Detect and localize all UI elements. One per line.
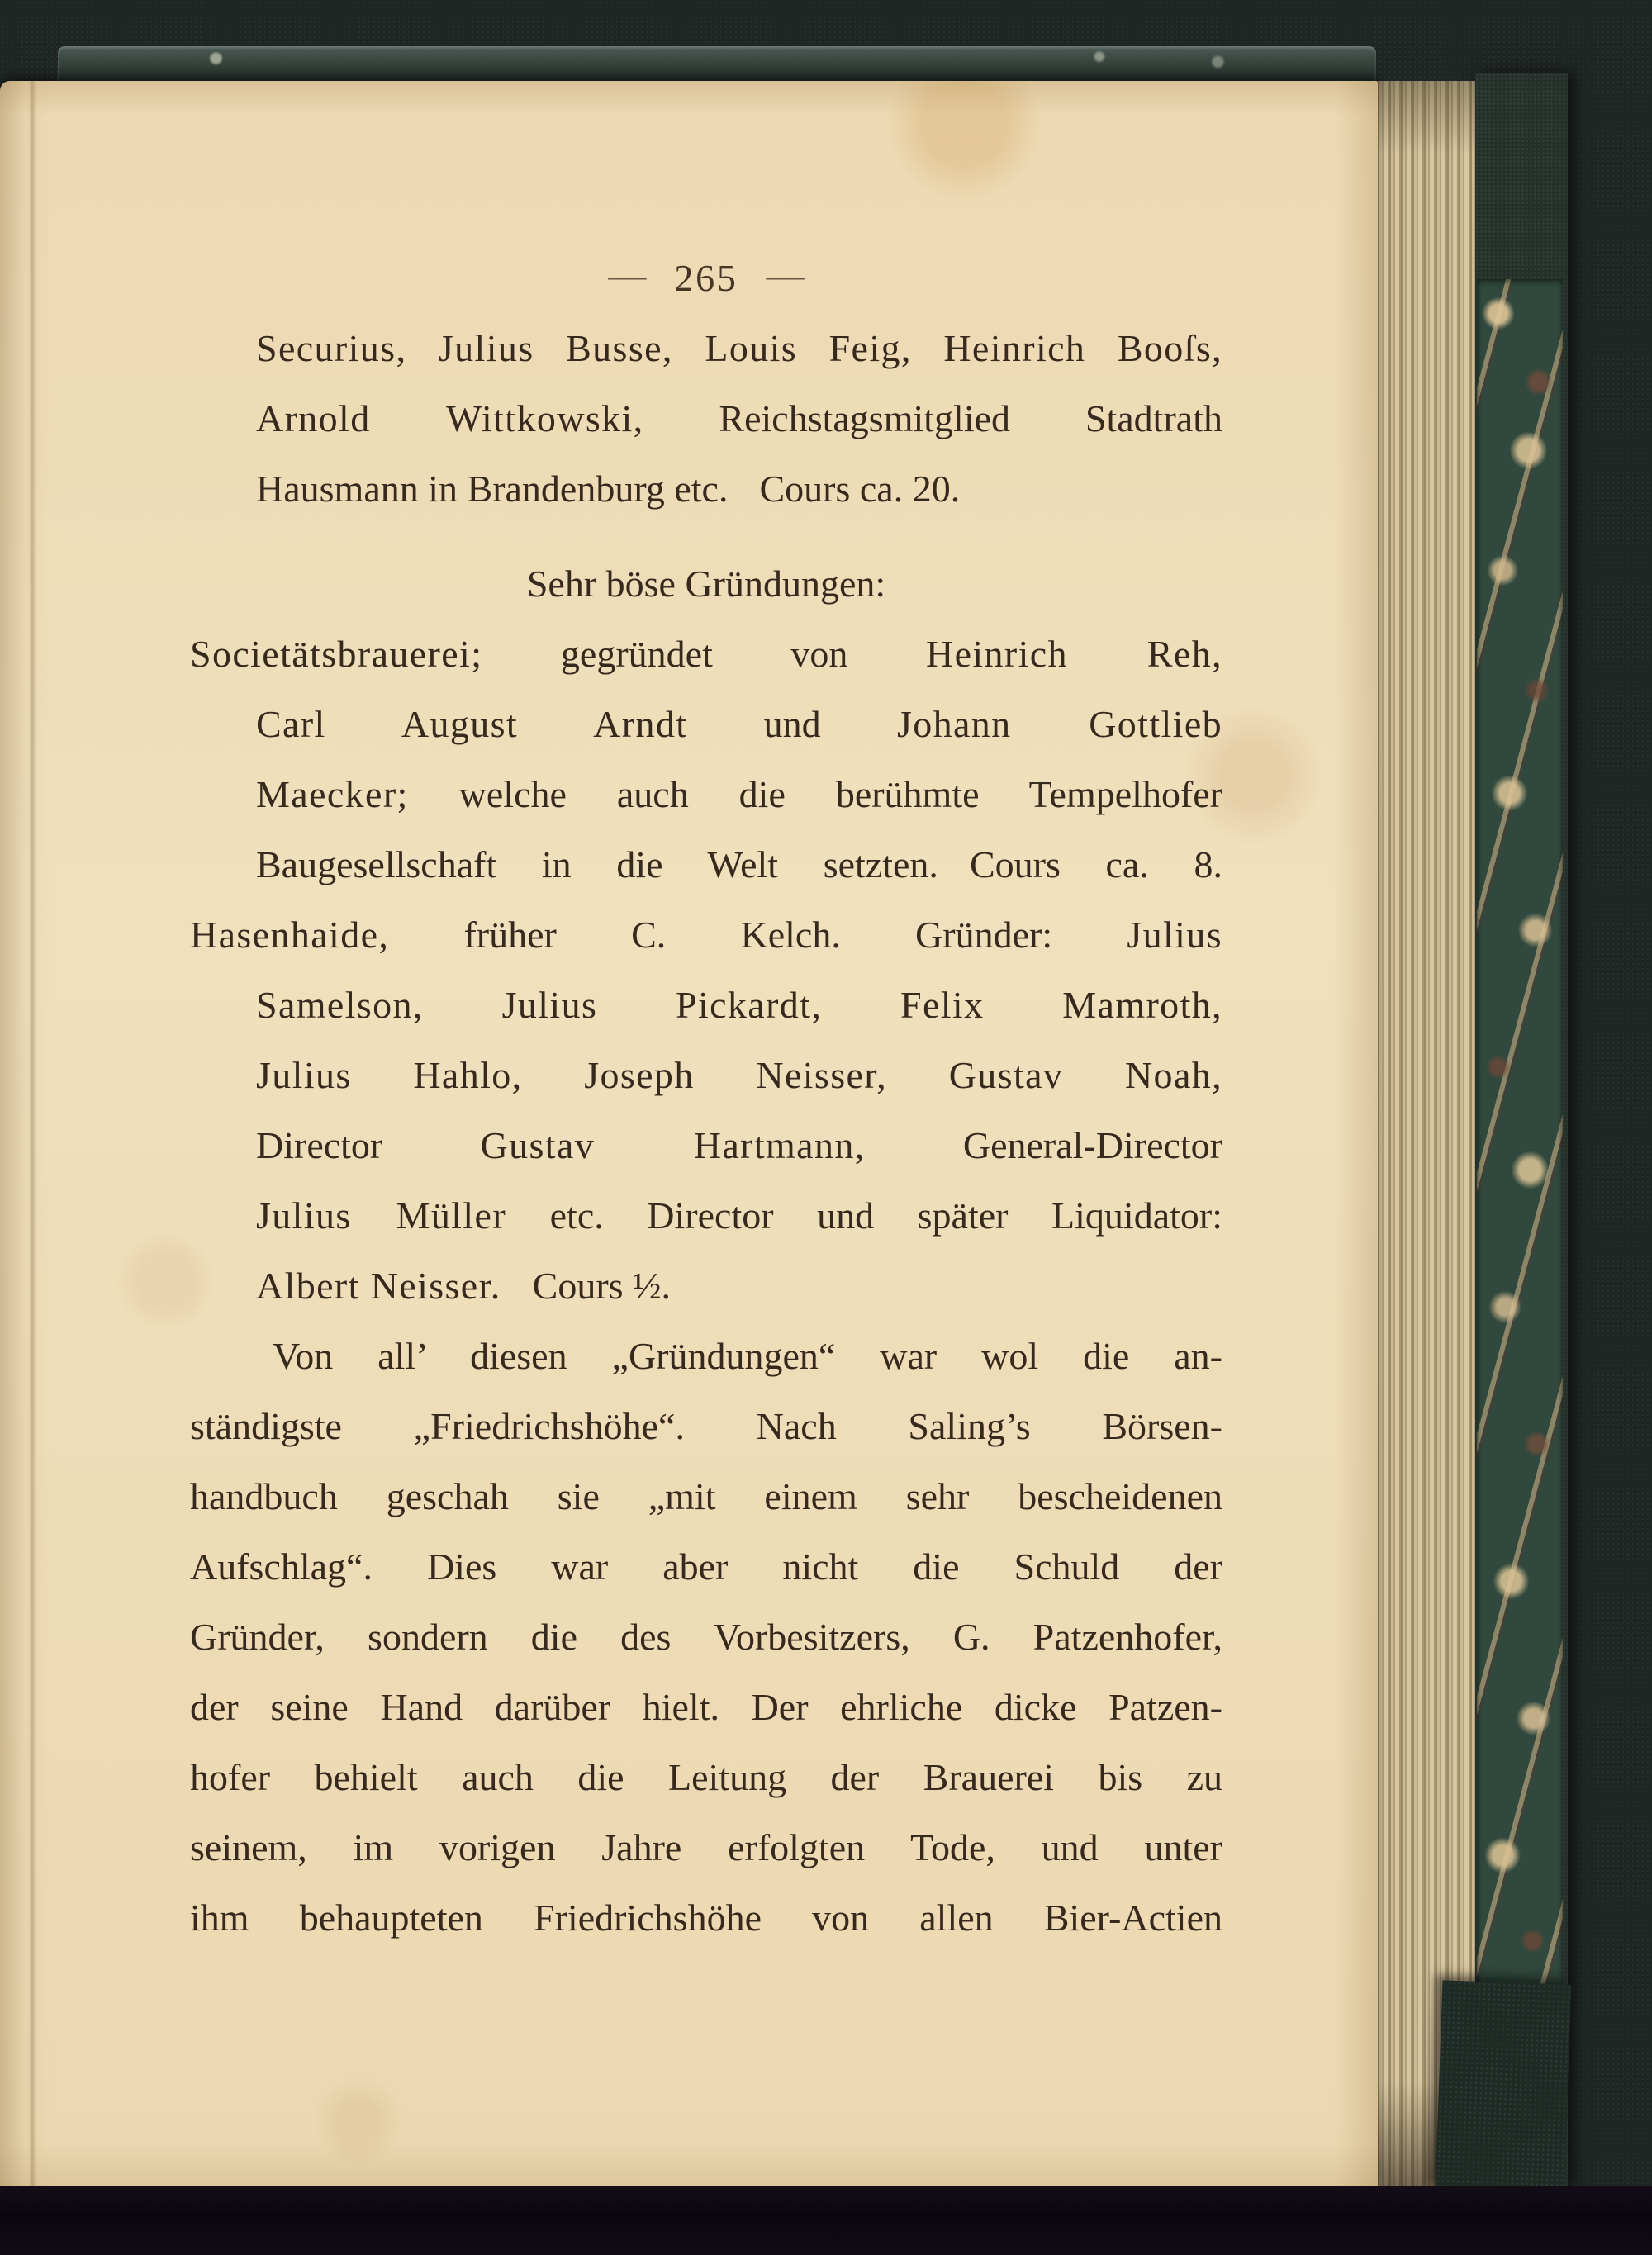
text-segment: Gründer, sondern die des Vorbesitzers, G. Patzenhofer, (190, 1616, 1222, 1658)
page-number-dash-right: — (766, 254, 805, 296)
text-segment: der seine Hand darüber hielt. Der ehrliche dicke Patzen- (190, 1686, 1222, 1728)
book-page (0, 81, 1378, 2186)
text-line (190, 1531, 1222, 1602)
text-line (190, 1040, 1222, 1110)
text-segment: etc. Director und später Liquidator: (506, 1194, 1222, 1237)
text-segment: hofer behielt auch die Leitung der Brauerei bis zu (190, 1756, 1222, 1798)
text-segment: General-Director (865, 1124, 1222, 1166)
book-cover-top-edge (58, 46, 1376, 81)
text-segment: seinem, im vorigen Jahre erfolgten Tode, und unter (190, 1826, 1222, 1868)
text-line (190, 619, 1222, 689)
text-segment: Carl August Arndt (256, 703, 688, 745)
text-segment: Cours ½. (532, 1265, 672, 1307)
page-number (190, 243, 1222, 313)
text-segment: Arnold Wittkowski, (256, 397, 644, 439)
page-number-value: 265 (674, 257, 738, 299)
text-line (190, 1742, 1222, 1812)
page-number-dash-left: — (608, 254, 647, 296)
text-segment: Securius, Julius Busse, Louis Feig, Heinrich Booſs, (256, 327, 1222, 369)
text-line (190, 1251, 1222, 1321)
text-segment: gegründet von (482, 633, 926, 675)
section-heading (190, 548, 1222, 619)
text-segment: Director (256, 1124, 481, 1166)
text-segment: Julius Hahlo, Joseph Neisser, Gustav Noah, (256, 1054, 1222, 1096)
text-segment: Samelson, Julius Pickardt, Felix Mamroth, (256, 984, 1222, 1026)
paragraph-friedrichshoehe (190, 1321, 1222, 1953)
text-segment: Cours ca. 8. (969, 843, 1222, 885)
text-segment: Baugesellschaft in die Welt setzten. (256, 843, 938, 885)
text-line (190, 1321, 1222, 1391)
text-segment: Gustav Hartmann, (480, 1124, 866, 1166)
entry-societaetsbrauerei (190, 619, 1222, 900)
text-line (190, 689, 1222, 759)
text-line (190, 1882, 1222, 1953)
text-line (190, 1180, 1222, 1251)
text-line (190, 829, 1222, 900)
text-segment: und (687, 703, 897, 745)
text-segment: Von all’ diesen „Gründungen“ war wol die an- (273, 1335, 1222, 1377)
text-segment: welche auch die berühmte Tempelhofer (408, 773, 1222, 815)
text-segment: Heinrich Reh, (925, 633, 1222, 675)
text-segment: Aufschlag“. Dies war aber nicht die Schuld der (190, 1545, 1222, 1588)
text-segment: Maecker; (256, 773, 409, 815)
text-line (190, 453, 1222, 524)
text-line (190, 970, 1222, 1040)
text-line (190, 1812, 1222, 1882)
text-column (190, 243, 1222, 1953)
text-segment: Hasenhaide, (190, 914, 390, 956)
text-segment: Julius (1127, 914, 1222, 956)
text-line (190, 1461, 1222, 1531)
text-segment: früher C. Kelch. Gründer: (389, 914, 1127, 956)
text-line (190, 900, 1222, 970)
text-segment: ihm behaupteten Friedrichshöhe von allen Bier-Actien (190, 1897, 1222, 1939)
continued-paragraph (190, 313, 1222, 524)
text-segment: Sehr böse Gründungen: (526, 563, 886, 605)
text-segment: handbuch geschah sie „mit einem sehr bescheidenen (190, 1475, 1222, 1517)
text-segment: ständigste „Friedrichshöhe“. Nach Saling’s Börsen- (190, 1405, 1222, 1447)
text-line (190, 548, 1222, 619)
bottom-shadow-band (0, 2186, 1652, 2255)
text-line (190, 1672, 1222, 1742)
text-segment: Albert Neisser. (256, 1265, 501, 1307)
text-line (190, 1602, 1222, 1672)
text-segment: Societätsbrauerei; (190, 633, 483, 675)
text-segment: Cours ca. 20. (759, 468, 961, 510)
text-line (190, 383, 1222, 453)
text-line (190, 759, 1222, 829)
text-line (190, 1110, 1222, 1180)
text-segment: Julius Müller (256, 1194, 507, 1237)
page-stack-fore-edge (1378, 81, 1475, 2189)
text-segment: Reichstagsmitglied Stadtrath (643, 397, 1222, 439)
cover-corner-bottom (1436, 1980, 1572, 2196)
marbled-paper-strip (1477, 279, 1563, 1992)
entry-hasenhaide (190, 900, 1222, 1321)
text-segment: Johann Gottlieb (896, 703, 1222, 745)
text-segment: Hausmann in Brandenburg etc. (256, 468, 729, 510)
text-line (190, 1391, 1222, 1461)
text-line (190, 313, 1222, 383)
